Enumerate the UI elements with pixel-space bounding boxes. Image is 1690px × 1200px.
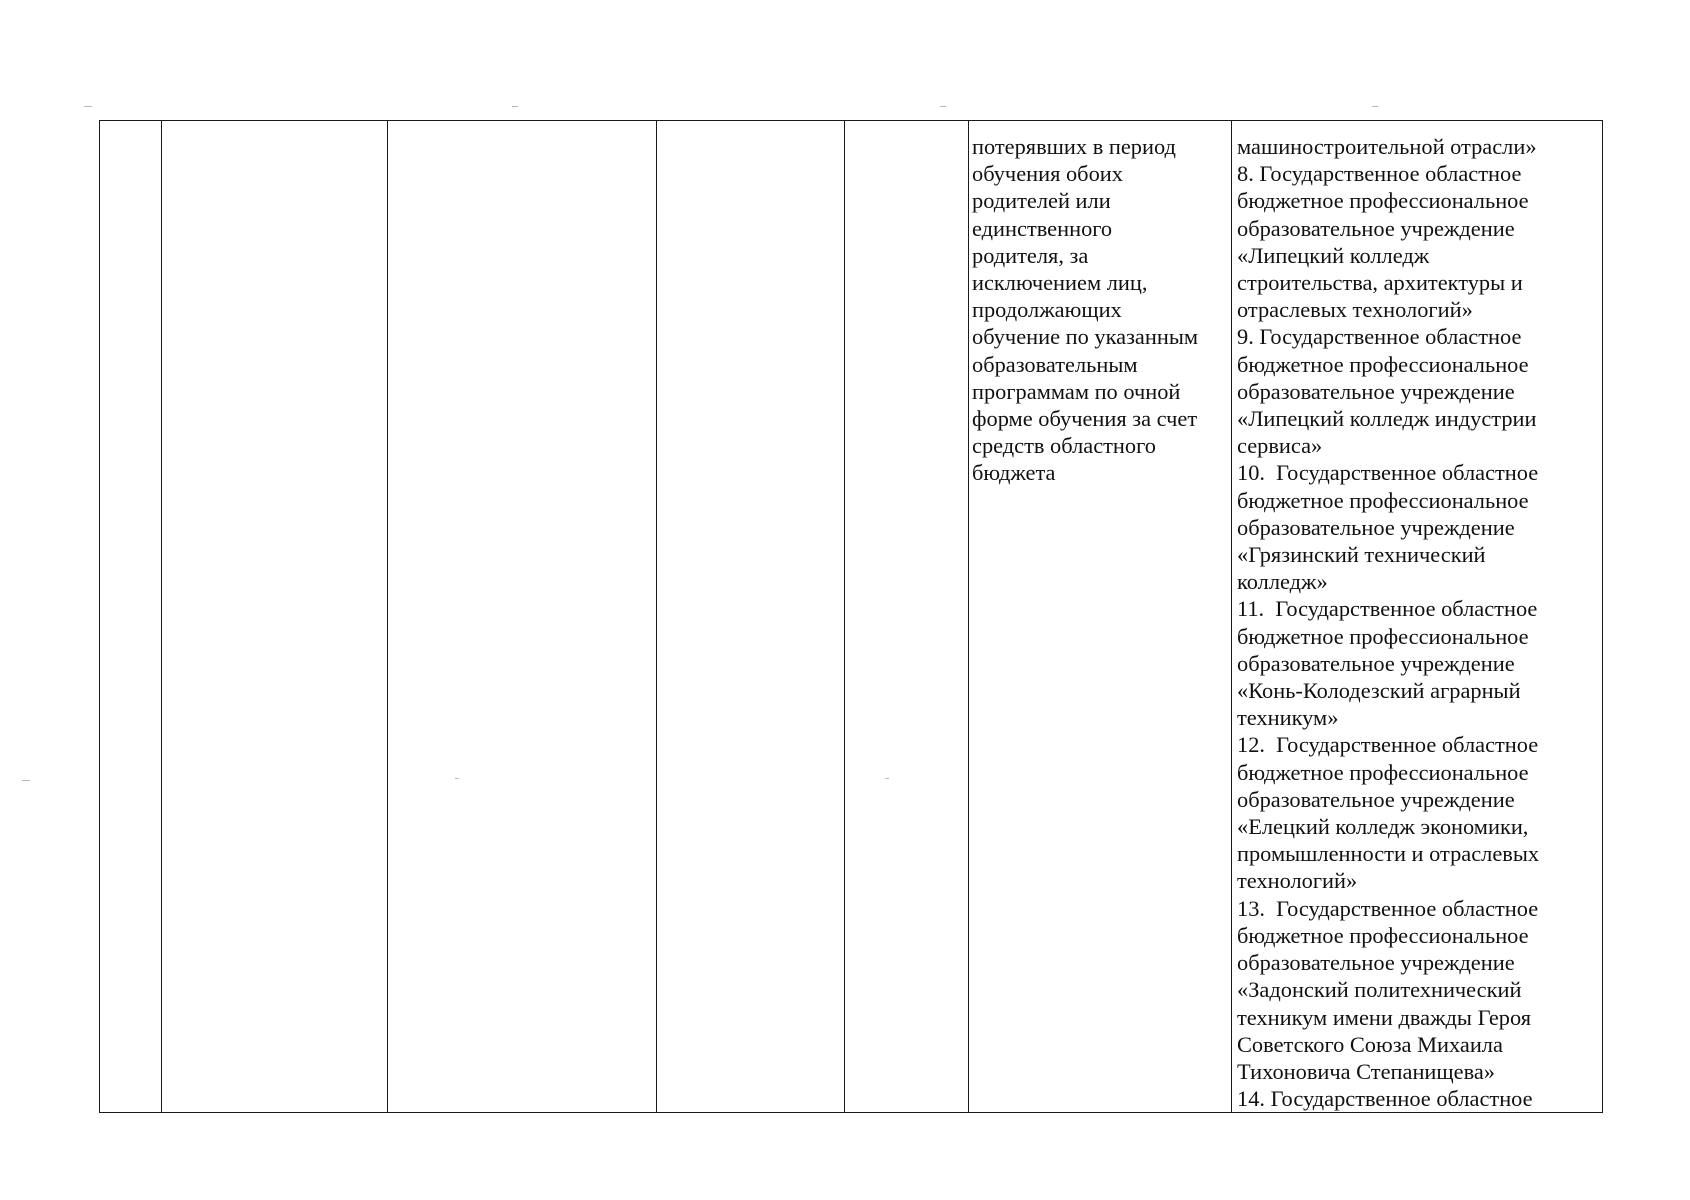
- cell-col-5: [845, 121, 969, 1113]
- institutions-list-text: машиностроительной отрасли» 8. Государственное областное бюджетное профессиональное образовательное учреждение «Липецкий колледж строительства, архитектуры и отраслевых технологий» 9. Государственное областное бюджетное профессиональное образовательное учреждение «Липецкий колледж индустрии сервиса» 10. Государственное областное бюджетное профессиональное образовательное учреждение «Грязинский технический колледж» 11. Государственное областное бюджетное профессиональное образовательное учреждение «Конь-Колодезский аграрный техникум» 12. Государственное областное бюджетное профессиональное образовательное учреждение «Елецкий колледж экономики, промышленности и отраслевых технологий» 13. Государственное областное бюджетное профессиональное образовательное учреждение «Задонский политехнический техникум имени дважды Героя Советского Союза Михаила Тихоновича Степанищева» 14. Государственное областное: [1237, 134, 1540, 1112]
- cell-institutions: [1232, 121, 1603, 1113]
- scan-speck: [22, 780, 30, 781]
- table-row: [100, 121, 1603, 1113]
- cell-number: [100, 121, 162, 1113]
- cell-col-2: [162, 121, 388, 1113]
- continuation-table: [99, 120, 1603, 1113]
- scan-speck: [940, 106, 946, 107]
- scan-speck: [1372, 106, 1378, 107]
- scan-speck: [512, 106, 518, 107]
- cell-col-3: [388, 121, 657, 1113]
- condition-text: потерявших в период обучения обоих родителей или единственного родителя, за исключением лиц, продолжающих обучение по указанным образовательным программам по очной форме обучения за счет средств областного бюджета: [972, 134, 1199, 486]
- scan-speck: [84, 106, 92, 107]
- cell-col-4: [657, 121, 845, 1113]
- cell-condition: [969, 121, 1232, 1113]
